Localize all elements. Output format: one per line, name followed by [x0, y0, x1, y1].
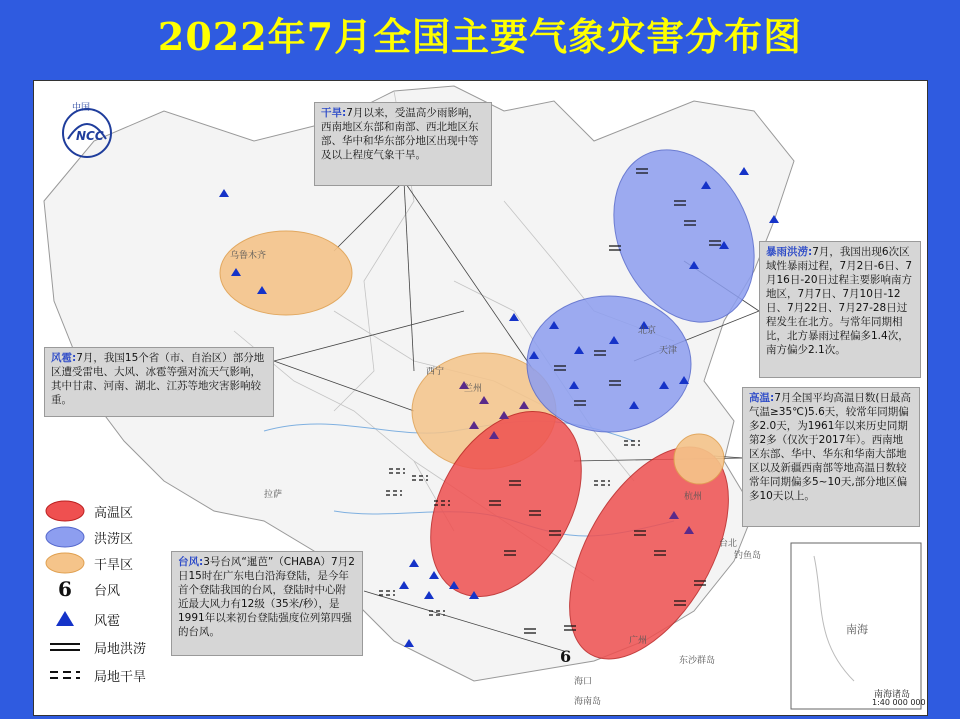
flood-area-swatch-icon: [44, 525, 86, 549]
logo-top-text: 中国: [72, 103, 91, 113]
hail-triangle-icon: [44, 607, 86, 631]
drought-area-xinjiang: [220, 231, 352, 315]
place-tianjin: 天津: [659, 346, 678, 356]
legend-local-flood-label: 局地洪涝: [94, 641, 147, 657]
panel-drought-text: 7月以来，受温高少雨影响，西南地区东部和南部、西北地区东部、华中和华东部分地区出现中等及以上程度气象干旱。: [321, 107, 479, 161]
typhoon-symbol-icon: 6: [58, 577, 72, 601]
place-lhasa: 拉萨: [264, 490, 283, 500]
place-lanzhou: 兰州: [464, 384, 483, 394]
legend-drought: [44, 551, 133, 575]
local-flood-icon: [44, 635, 86, 659]
inset-sea: 南海: [846, 623, 868, 636]
legend-flood: [44, 525, 133, 549]
panel-drought: [314, 102, 492, 186]
panel-rainstorm-text: 7月，我国出现6次区域性暴雨过程，7月2日-6日、7月16日-20日过程主要影响南方地区，7月7日、7月10日-12日、7月22日、7月27-28日过程发生在北方。与常年同期相比，北方暴雨过程偏多1.4次，南方偏少2.1次。: [766, 246, 913, 356]
panel-heat-text: 7月全国平均高温日数(日最高气温≥35℃)5.6天，较常年同期偏多2.0天，为1961年以来历史同期第2多（仅次于2017年）。西南地区东部、华中、华东和华南大部地区以及新疆西南部等地高温日数较常年同期偏多5~10天,部分地区偏多10天以上。: [749, 392, 911, 502]
place-hainan: 海南岛: [574, 697, 602, 707]
place-xining: 西宁: [426, 367, 445, 377]
legend-local-drought-label: 局地干旱: [94, 669, 147, 685]
map-frame: [33, 80, 928, 716]
typhoon-marker: 6: [560, 647, 572, 666]
legend-flood-label: 洪涝区: [94, 531, 134, 547]
panel-hail-text: 7月，我国15个省（市、自治区）部分地区遭受雷电、大风、冰雹等强对流天气影响，其中甘肃、河南、湖北、江苏等地灾害影响较重。: [51, 352, 265, 406]
page-title: 2022年7月全国主要气象灾害分布图: [157, 14, 803, 59]
legend-drought-label: 干旱区: [94, 557, 134, 573]
local-drought-icon: [44, 663, 86, 687]
inset-title: 南海诸岛: [874, 690, 911, 700]
place-dongsha: 东沙群岛: [679, 656, 716, 666]
inset-scale: 1:40 000 000: [872, 698, 926, 707]
place-guangzhou: 广州: [629, 636, 648, 646]
legend-hail: [44, 607, 120, 631]
flood-area-north: [527, 296, 691, 432]
panel-typhoon-text: 3号台风“暹芭”（CHABA）7月2日15时在广东电白沿海登陆，是今年首个登陆我国的台风，登陆时中心附近最大风力有12级（35米/秒），是1991年以来初台登陆强度位列第四强的台风。: [178, 556, 355, 638]
heat-area-swatch-icon: [44, 499, 86, 523]
panel-typhoon-heading: 台风:: [178, 556, 204, 568]
legend-typhoon-label: 台风: [94, 583, 121, 599]
legend-heat-label: 高温区: [94, 505, 134, 521]
place-beijing: 北京: [638, 326, 657, 336]
ncc-logo: [56, 99, 118, 161]
panel-rainstorm: [759, 241, 921, 378]
legend-typhoon: [44, 577, 120, 601]
legend-heat: [44, 499, 133, 523]
place-haikou: 海口: [574, 677, 593, 687]
drought-area-swatch-icon: [44, 551, 86, 575]
panel-hail: [44, 347, 274, 417]
legend-hail-label: 风雹: [94, 613, 121, 629]
panel-heat: [742, 387, 920, 527]
place-diaoyu: 钓鱼岛: [734, 551, 762, 561]
legend-local-drought: [44, 663, 146, 687]
panel-typhoon: [171, 551, 363, 656]
legend: [44, 499, 174, 699]
place-urumqi: 乌鲁木齐: [230, 251, 267, 261]
panel-drought-heading: 干旱:: [321, 107, 347, 119]
panel-rainstorm-heading: 暴雨洪涝:: [766, 246, 813, 258]
panel-heat-heading: 高温:: [749, 392, 775, 404]
place-hangzhou: 杭州: [684, 492, 703, 502]
heat-area-zhejiang: [674, 434, 724, 484]
logo-mark: NCC: [76, 129, 104, 143]
legend-local-flood: [44, 635, 146, 659]
place-taipei: 台北: [719, 539, 738, 549]
panel-hail-heading: 风雹:: [51, 352, 77, 364]
